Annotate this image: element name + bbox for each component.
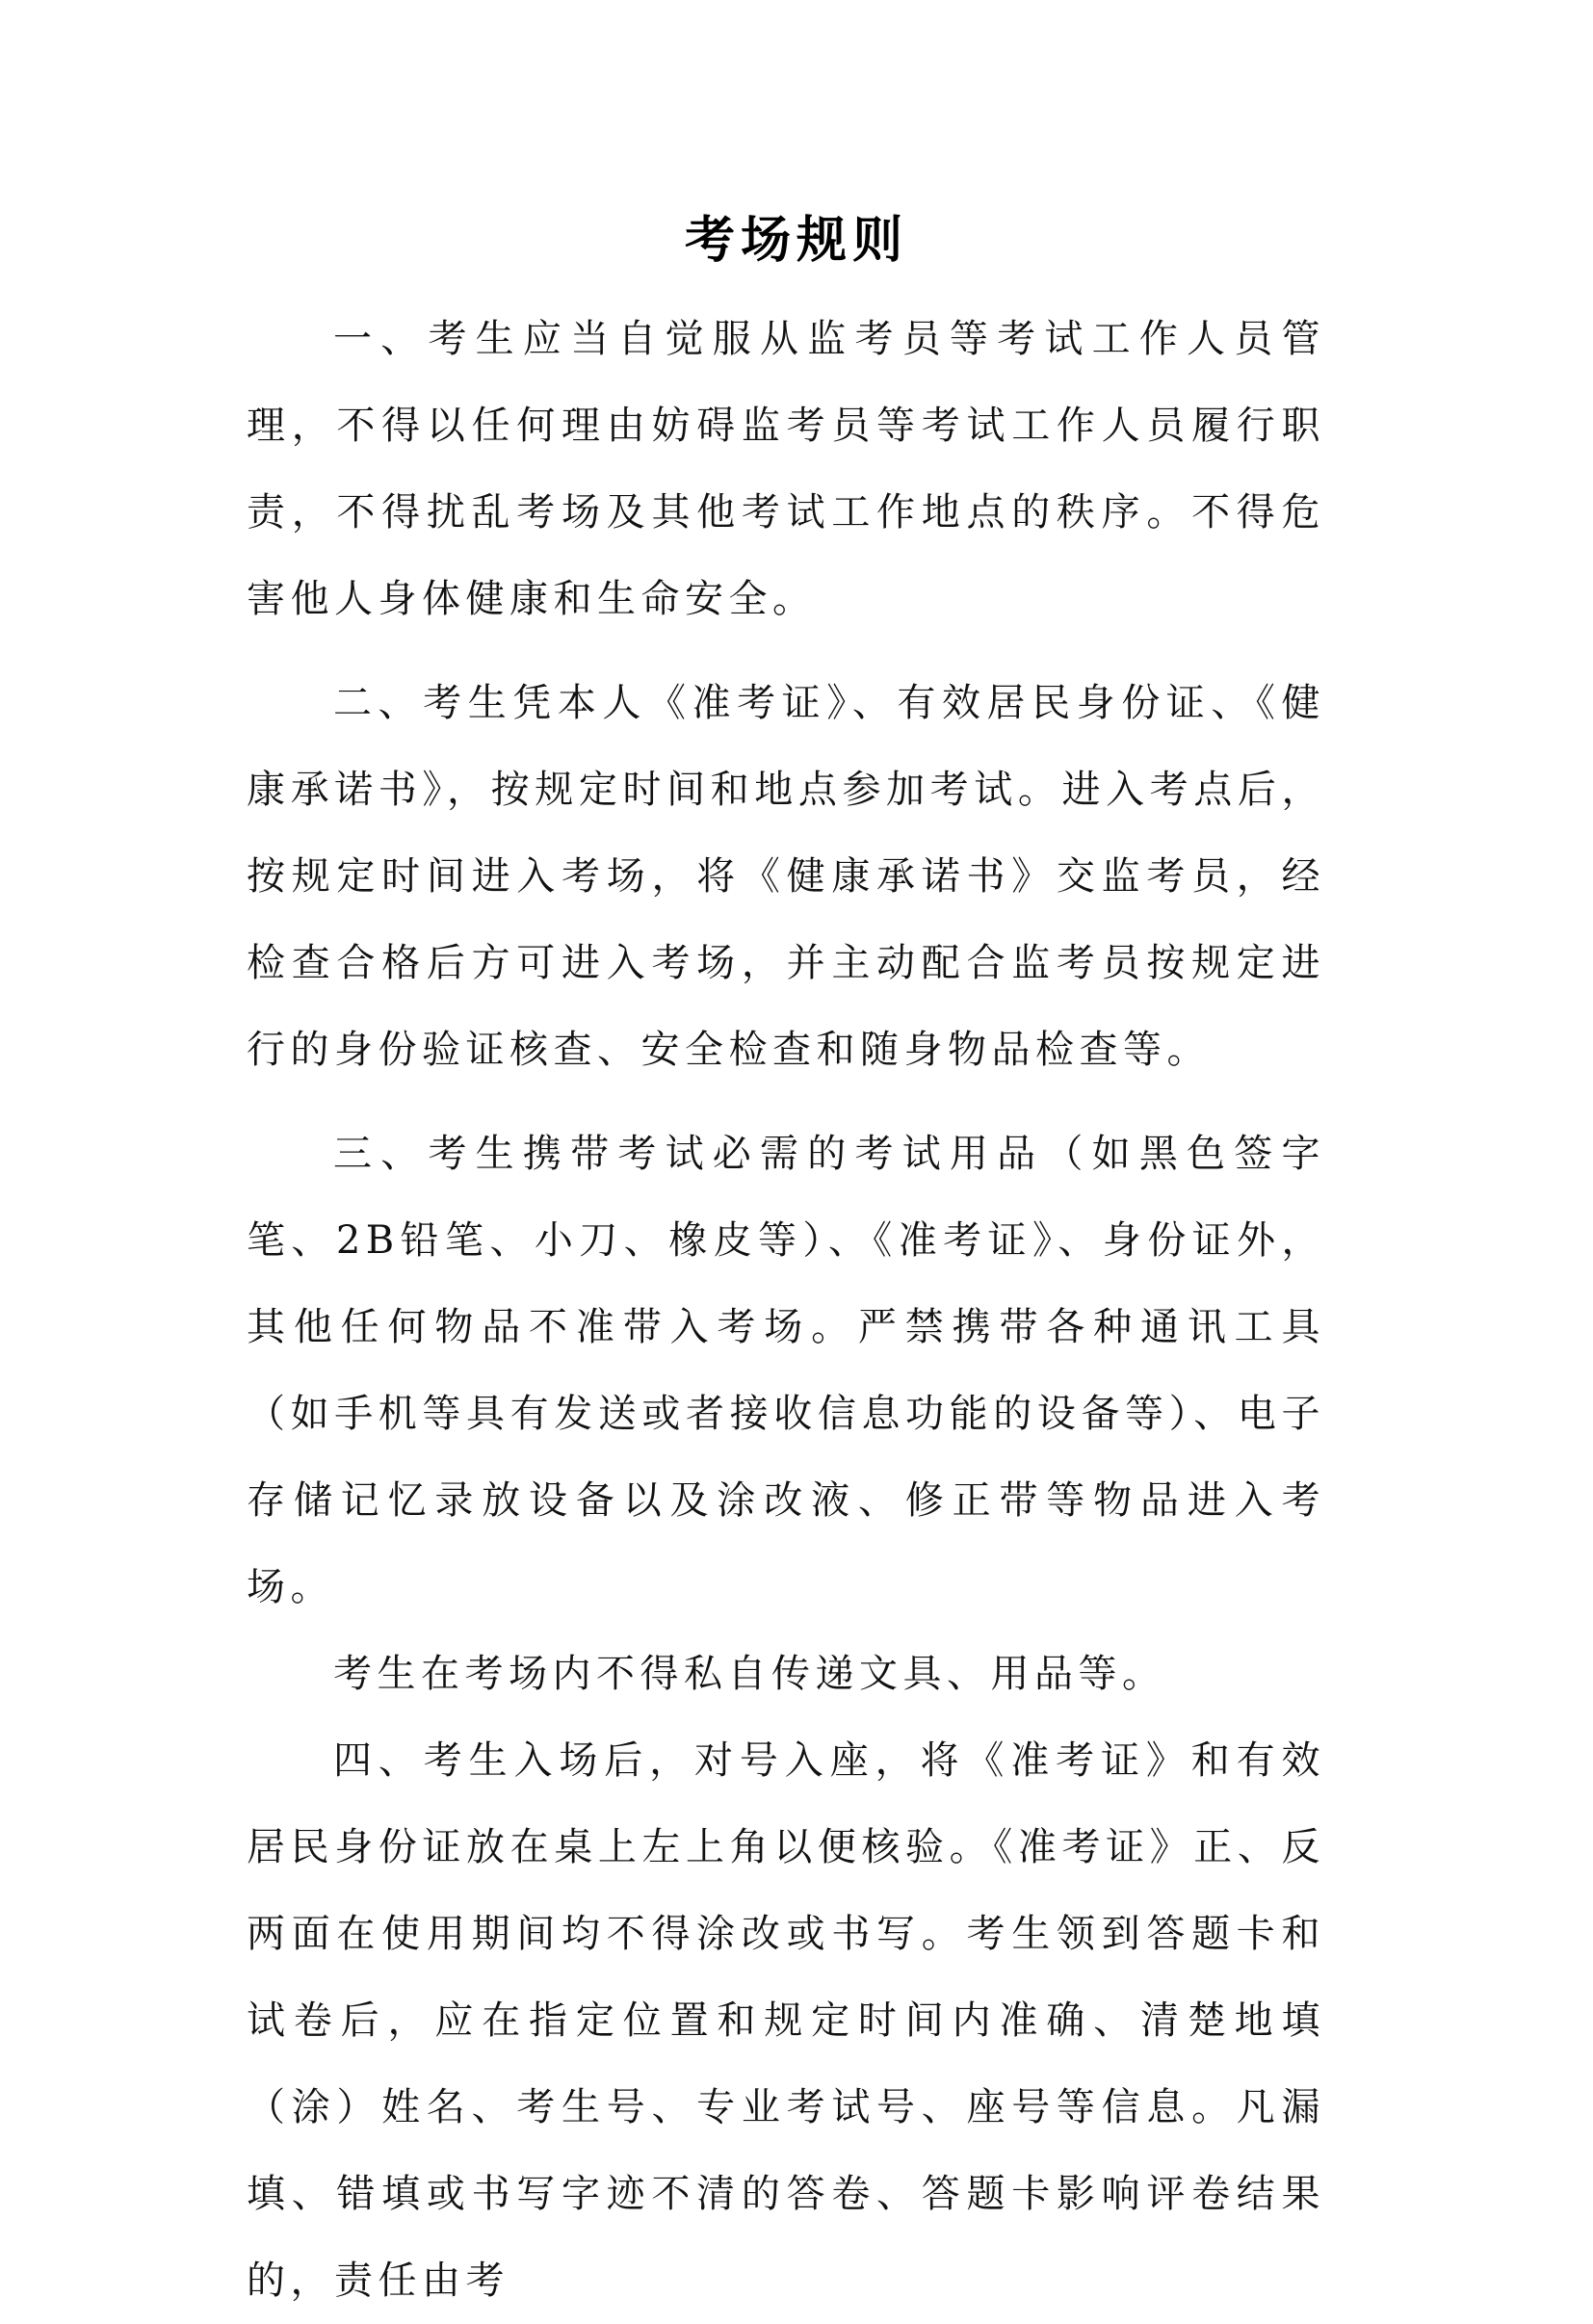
paragraph-4: 考生在考场内不得私自传递文具、用品等。	[333, 1652, 1166, 1696]
document-body	[247, 296, 1325, 2324]
paragraph-1: 一、考生应当自觉服从监考员等考试工作人员管理，不得以任何理由妨碍监考员等考试工作人员履行职责，不得扰乱考场及其他考试工作地点的秩序。不得危害他人身体健康和生命安全。	[247, 317, 1325, 621]
paragraph-5: 四、考生入场后，对号入座，将《准考证》和有效居民身份证放在桌上左上角以便核验。《准考证》正、反两面在使用期间均不得涂改或书写。考生领到答题卡和试卷后，应在指定位置和规定时间内准确、清楚地填（涂）姓名、考生号、专业考试号、座号等信息。凡漏填、错填或书写字迹不清的答卷、答题卡影响评卷结果的，责任由考	[247, 1738, 1325, 2303]
page-title: 考场规则	[684, 212, 908, 270]
paragraph-3: 三、考生携带考试必需的考试用品（如黑色签字笔、2B铅笔、小刀、橡皮等）、《准考证》、身份证外，其他任何物品不准带入考场。严禁携带各种通讯工具（如手机等具有发送或者接收信息功能的设备等）、电子存储记忆录放设备以及涂改液、修正带等物品进入考场。	[247, 1132, 1325, 1609]
paragraph-2: 二、考生凭本人《准考证》、有效居民身份证、《健康承诺书》，按规定时间和地点参加考试。进入考点后，按规定时间进入考场，将《健康承诺书》交监考员，经检查合格后方可进入考场，并主动配合监考员按规定进行的身份验证核查、安全检查和随身物品检查等。	[247, 681, 1325, 1072]
